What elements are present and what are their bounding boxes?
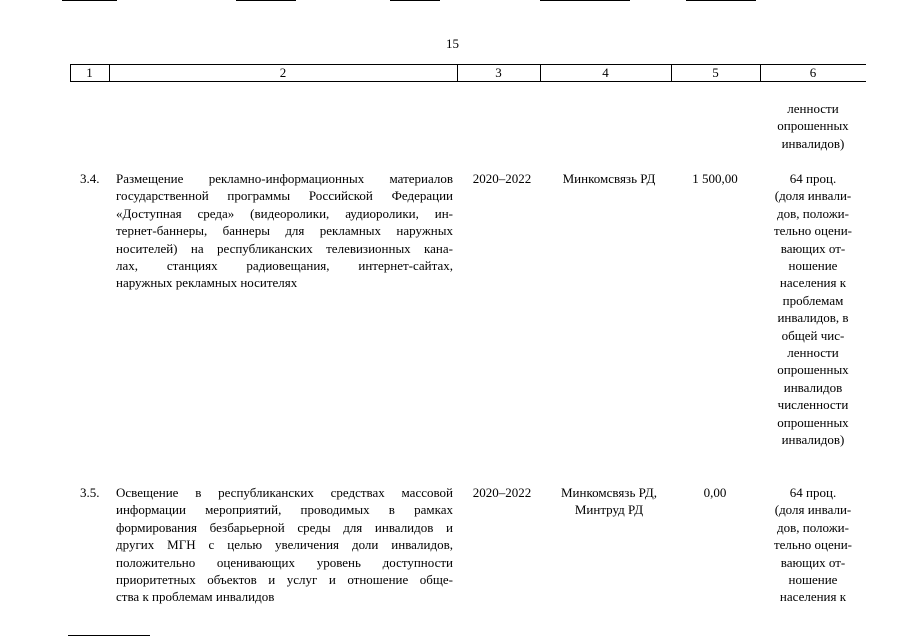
top-border-line	[540, 0, 630, 1]
header-col-5: 5	[712, 65, 719, 80]
top-border-line	[390, 0, 440, 1]
row-description: Размещение рекламно-информационных материалов государственной программы Российской Федерации «Доступная среда» (видеоролики, аудиоролики, ин- тернет-баннеры, баннеры для рекламных наружных носителей) на республиканских телевизионных кана- лах, станциях радиовещания, интернет-сайтах, наружных рекламных носителях	[116, 171, 453, 291]
row-indicator: 64 проц. (доля инвали- дов, положи- тельно оцени- вающих от- ношение населения к проблемам инвалидов, в общей чис- ленности опрошенных инвалидов численности опрошенных инвалидов)	[773, 171, 853, 448]
row-description: Освещение в республиканских средствах массовой информации мероприятий, проводимых в рамках формирования безбарьерной среды для инвалидов и других МГН с целью увеличения доли инвалидов, положительно оценивающих уровень доступности приоритетных объектов и услуг и отношение обще- ства к проблемам инвалидов	[116, 485, 453, 605]
row-amount: 0,00	[703, 485, 727, 500]
row-number: 3.4.	[80, 171, 100, 186]
continuation-indicator: ленности опрошенных инвалидов)	[777, 101, 849, 151]
top-border-line	[236, 0, 296, 1]
header-col-3: 3	[495, 65, 502, 80]
row-executor: Минкомсвязь РД, Минтруд РД	[560, 485, 657, 518]
top-border-line	[62, 0, 117, 1]
row-period: 2020–2022	[472, 485, 532, 500]
row-number: 3.5.	[80, 485, 100, 500]
table-header	[70, 64, 866, 82]
footer-line	[68, 635, 150, 636]
header-col-6: 6	[809, 65, 817, 80]
row-amount: 1 500,00	[692, 171, 738, 186]
row-period: 2020–2022	[472, 171, 532, 186]
header-col-4: 4	[602, 65, 609, 80]
header-col-1: 1	[86, 65, 93, 80]
row-indicator: 64 проц. (доля инвали- дов, положи- тельно оцени- вающих от- ношение населения к	[773, 485, 853, 605]
header-col-2: 2	[279, 65, 287, 80]
page-number: 15	[446, 36, 459, 51]
row-executor: Минкомсвязь РД	[562, 171, 656, 186]
top-border-line	[686, 0, 756, 1]
